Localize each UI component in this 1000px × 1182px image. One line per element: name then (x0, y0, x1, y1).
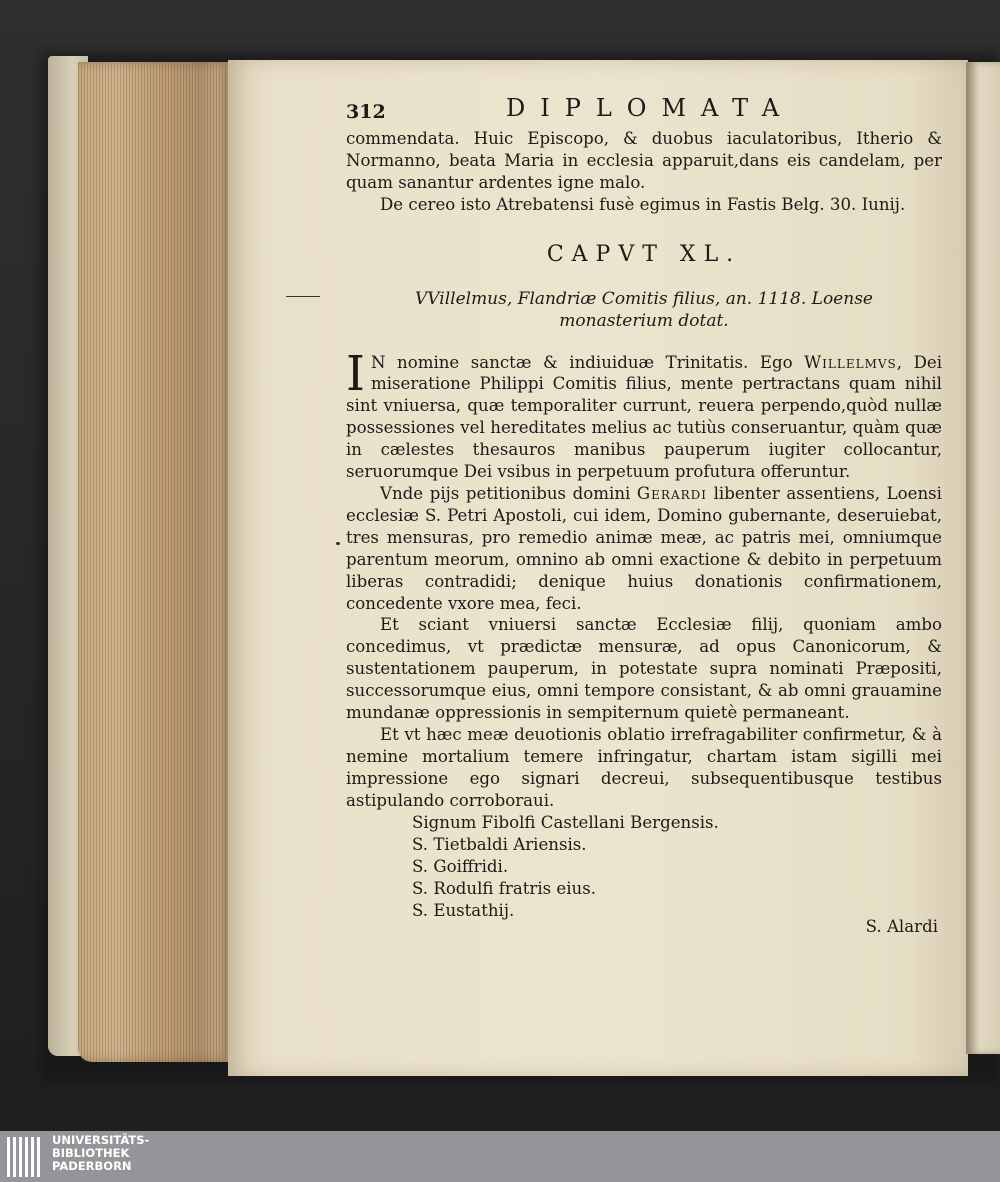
charter-text: libenter assentiens, Loensi ecclesiæ S. Petri Apostoli, cui idem, Domino gubernante, deseruiebat, tres mensuras, pro remedio animæ meæ, ac patris mei, omniumque parentum meorum, omnino ab omni exactione & debito in perpetuum liberas contradidi; denique huius donationis confirmationem, concedente vxore mea, feci. (346, 483, 942, 613)
charter-paragraph-3: Et sciant vniuersi sanctæ Ecclesiæ filij, quoniam ambo concedimus, vt prædictæ mensuræ, ad opus Canonicorum, & sustentationem pauperum, in potestate supra nominati Præpositi, successorumque eius, omni tempore consistant, & ab omni grauamine mundanæ oppressionis in sempiternum quietè permaneant. (346, 615, 942, 723)
margin-dot (336, 542, 340, 545)
page-text (346, 92, 942, 937)
library-name-line: UNIVERSITÄTS- (52, 1133, 150, 1147)
witness-list (412, 812, 942, 922)
drop-initial: I (346, 345, 365, 402)
witness-line: Signum Fibolfi Castellani Bergensis. (412, 812, 719, 832)
library-name-line: PADERBORN (52, 1159, 132, 1173)
continuation-paragraph: commendata. Huic Episcopo, & duobus iaculatoribus, Itherio & Normanno, beata Maria in ecclesia apparuit,dans eis candelam, per quam sanantur ardentes igne malo. (346, 129, 942, 192)
note-paragraph: De cereo isto Atrebatensi fusè egimus in Fastis Belg. 30. Iunij. (380, 194, 906, 214)
witness-line: S. Rodulfi fratris eius. (412, 878, 597, 898)
university-library-logo-icon (6, 1135, 46, 1179)
provost-name: Gerardi (636, 483, 708, 503)
facing-page-edge (966, 62, 1000, 1054)
page-number: 312 (346, 101, 386, 123)
grantor-name: Willelmvs (804, 352, 897, 372)
library-name (52, 1134, 149, 1173)
running-head (346, 92, 942, 128)
charter-paragraph-2 (346, 483, 942, 614)
library-footer (0, 1131, 1000, 1182)
charter-text: N nomine sanctæ & indiuiduæ Trinitatis. Ego (370, 352, 805, 372)
chapter-summary: VVillelmus, Flandriæ Comitis filius, an. 1118. Loense monasterium dotat. (415, 288, 873, 331)
charter-paragraph-4: Et vt hæc meæ deuotionis oblatio irrefragabiliter confirmetur, & à nemine mortalium temere infringatur, chartam istam sigilli mei impressione ego signari decreui, subsequentibusque testibus astipulando corroboraui. (346, 724, 942, 810)
charter-text: , Dei miseratione Philippi Comitis filius, mente pertractans quam nihil sint vniuersa, quæ temporaliter currunt, reuera perpendo,quòd nullæ possessiones vel hereditates melius ac tutiùs conseruantur, quàm quæ in cælestes thesauros manibus pauperum iugiter collocantur, seruorumque Dei vsibus in perpetuum profutura offeruntur. (346, 352, 942, 482)
page-edges (78, 62, 230, 1062)
catchword: S. Alardi (865, 916, 938, 936)
library-name-line: BIBLIOTHEK (52, 1146, 130, 1160)
running-title: DIPLOMATA (506, 94, 795, 122)
charter-paragraph-1 (346, 345, 942, 483)
margin-mark (286, 296, 320, 297)
witness-line: S. Tietbaldi Ariensis. (412, 834, 587, 854)
witness-line: S. Eustathij. (412, 900, 515, 920)
chapter-title: CAPVT XL. (546, 241, 742, 267)
charter-text: Vnde pijs petitionibus domini (380, 483, 637, 503)
witness-line: S. Goiffridi. (412, 856, 509, 876)
